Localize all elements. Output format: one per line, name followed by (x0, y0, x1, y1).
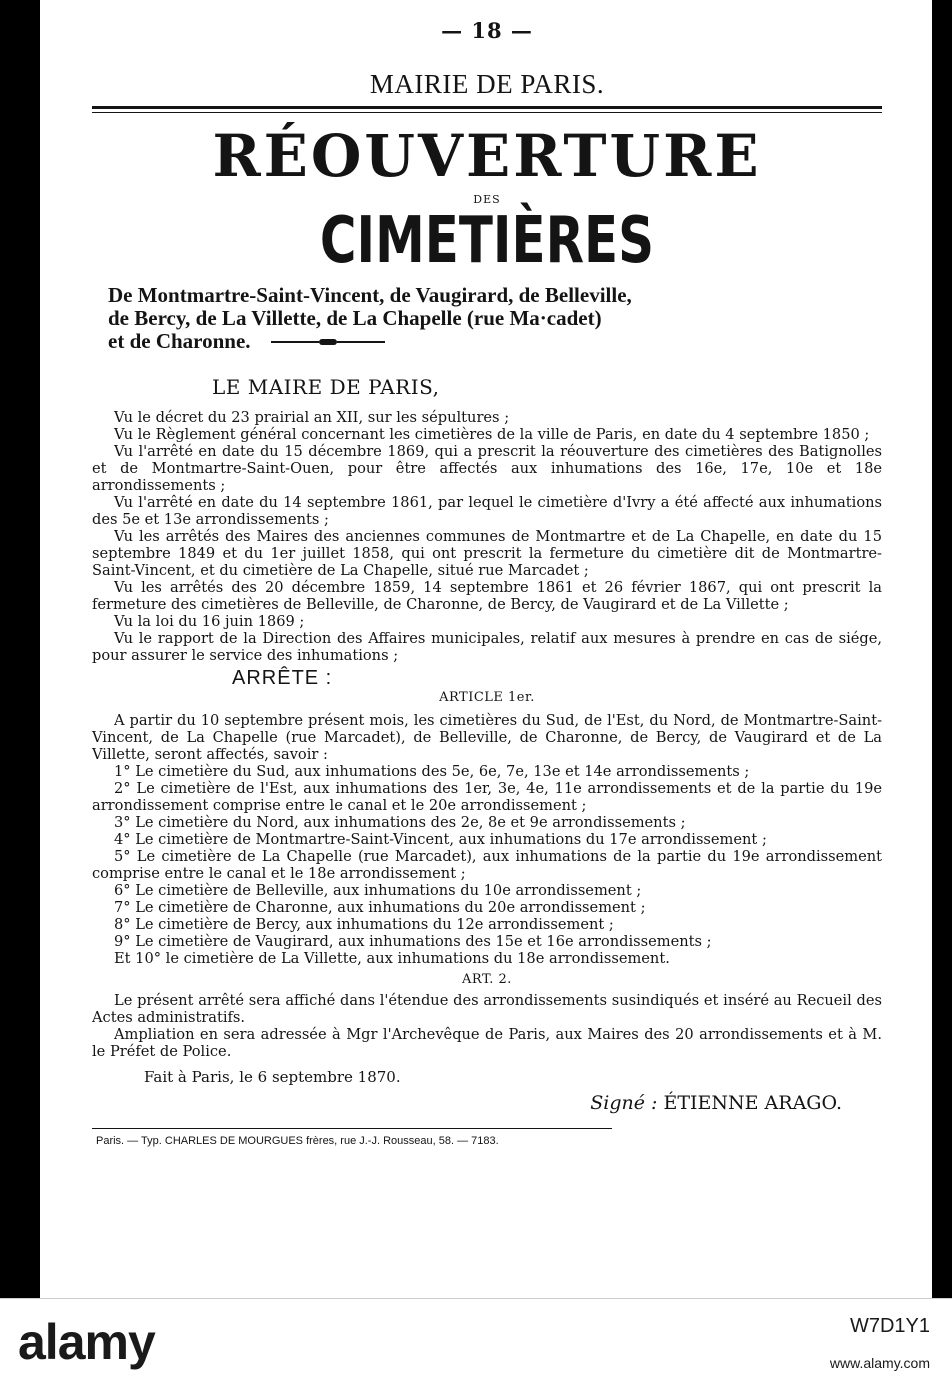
article-1-intro: A partir du 10 septembre présent mois, les cimetières du Sud, de l'Est, du Nord, de Montmartre-Saint-Vincent, de La Chapelle (rue Marcadet), de Belleville, de Charonne, de Bercy, de Vaugirard et de La Villette, seront affectés, savoir : (92, 712, 882, 763)
printer-rule (92, 1128, 612, 1129)
title-connector: DES (473, 193, 501, 206)
ornament-divider (271, 339, 385, 345)
cemetery-list (108, 284, 868, 353)
article-2-heading: ART. 2. (462, 972, 512, 987)
considerant: Vu le rapport de la Direction des Affaires municipales, relatif aux mesures à prendre en cas de siége, pour assurer le service des inhumations ; (92, 630, 882, 664)
image-id: W7D1Y1 (849, 1315, 930, 1337)
issuer-heading: LE MAIRE DE PARIS, (212, 375, 440, 399)
date-line: Fait à Paris, le 6 septembre 1870. (144, 1068, 401, 1086)
assignment-item: 1° Le cimetière du Sud, aux inhumations des 5e, 6e, 7e, 13e et 14e arrondissements ; (114, 763, 750, 780)
considerant: Vu l'arrêté en date du 14 septembre 1861, par lequel le cimetière d'Ivry a été affecté aux inhumations des 5e et 13e arrondissements ; (92, 494, 882, 528)
header-rule (92, 106, 882, 109)
page-number: — 18 — (441, 18, 533, 43)
assignment-item: 2° Le cimetière de l'Est, aux inhumations des 1er, 3e, 4e, 11e arrondissements et de la partie du 19e arrondissement comprise entre le canal et le 20e arrondissement ; (92, 780, 882, 814)
header-rule-thin (92, 112, 882, 113)
considerant: Vu le Règlement général concernant les cimetières de la ville de Paris, en date du 4 septembre 1850 ; (114, 426, 870, 443)
arrete-heading: ARRÊTE : (232, 667, 333, 689)
considerant: Vu l'arrêté en date du 15 décembre 1869, qui a prescrit la réouverture des cimetières des Batignolles et de Montmartre-Saint-Ouen, pour être affectés aux inhumations des 16e, 17e, 10e et 18e arrondissements ; (92, 443, 882, 494)
signed-label: Signé : (590, 1092, 658, 1114)
article-2-text: Ampliation en sera adressée à Mgr l'Archevêque de Paris, aux Maires des 20 arrondissements et à M. le Préfet de Police. (92, 1026, 882, 1060)
signatory-name: ÉTIENNE ARAGO. (663, 1092, 842, 1114)
assignment-item: 9° Le cimetière de Vaugirard, aux inhumations des 15e et 16e arrondissements ; (114, 933, 712, 950)
poster-title: RÉOUVERTURE (212, 122, 762, 190)
considerant: Vu les arrêtés des Maires des anciennes communes de Montmartre et de La Chapelle, en date du 15 septembre 1849 et du 1er juillet 1858, qui ont prescrit la fermeture du cimetière dit de Montmartre-Saint-Vincent, et du cimetière de La Chapelle, situé rue Marcadet ; (92, 528, 882, 579)
assignment-item: 7° Le cimetière de Charonne, aux inhumations du 20e arrondissement ; (114, 899, 646, 916)
cemetery-line-3-row (108, 330, 868, 353)
site-url: www.alamy.com (829, 1355, 930, 1371)
assignment-item: 5° Le cimetière de La Chapelle (rue Marcadet), aux inhumations de la partie du 19e arrondissement comprise entre le canal et le 18e arrondissement ; (92, 848, 882, 882)
cemetery-line-1: De Montmartre-Saint-Vincent, de Vaugirard, de Belleville, (108, 283, 632, 307)
cemetery-line-3: et de Charonne. (108, 329, 251, 353)
cemetery-line-2: de Bercy, de La Villette, de La Chapelle (rue Ma·cadet) (108, 306, 602, 330)
considerant: Vu les arrêtés des 20 décembre 1859, 14 septembre 1861 et 26 février 1867, qui ont prescrit la fermeture des cimetières de Belleville, de Charonne, de Bercy, de Vaugirard et de La Villette ; (92, 579, 882, 613)
header-title: MAIRIE DE PARIS. (369, 69, 605, 99)
stock-footer (0, 1298, 952, 1391)
assignment-item: 4° Le cimetière de Montmartre-Saint-Vincent, aux inhumations du 17e arrondissement ; (114, 831, 767, 848)
assignment-item: Et 10° le cimetière de La Villette, aux inhumations du 18e arrondissement. (114, 950, 670, 967)
poster-subtitle: CIMETIÈRES (319, 204, 655, 278)
poster-page (40, 0, 932, 1298)
article-2-text: Le présent arrêté sera affiché dans l'étendue des arrondissements susindiqués et inséré au Recueil des Actes administratifs. (92, 992, 882, 1026)
considerant: Vu la loi du 16 juin 1869 ; (114, 613, 305, 630)
assignment-list (92, 763, 882, 967)
signature-line (92, 1092, 842, 1114)
considerant: Vu le décret du 23 prairial an XII, sur les sépultures ; (114, 409, 510, 426)
brand-logo: alamy (18, 1314, 155, 1370)
assignment-item: 8° Le cimetière de Bercy, aux inhumations du 12e arrondissement ; (114, 916, 614, 933)
printer-imprint: Paris. — Typ. CHARLES DE MOURGUES frères, rue J.-J. Rousseau, 58. — 7183. (96, 1135, 499, 1147)
article-1-heading: ARTICLE 1er. (439, 690, 535, 705)
considerants-block (92, 409, 882, 1060)
assignment-item: 3° Le cimetière du Nord, aux inhumations des 2e, 8e et 9e arrondissements ; (114, 814, 686, 831)
assignment-item: 6° Le cimetière de Belleville, aux inhumations du 10e arrondissement ; (114, 882, 642, 899)
poster-content (92, 14, 882, 1147)
